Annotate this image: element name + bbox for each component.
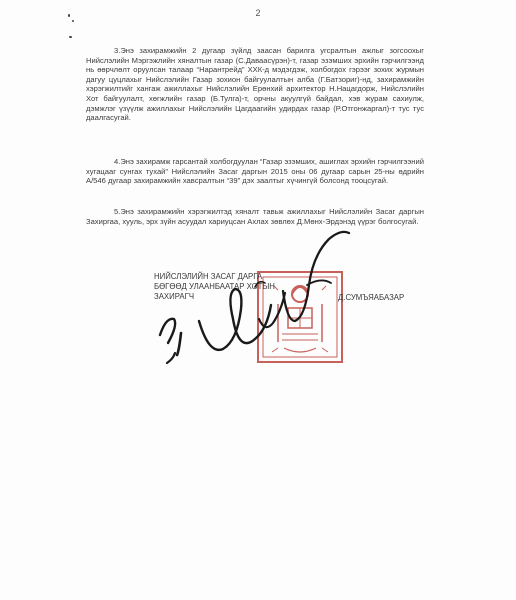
- paragraph-3: 3.Энэ захирамжийн 2 дугаар зүйлд заасан барилга угсралтын ажлыг зогсоохыг Нийслэлийн Мэргэжлийн хяналтын газар (С.Даваасүрэн)-т, газар эзэмших эрхийн гэрчилгээнд нь өөрчлөлт оруулсан талаар “Нарантрейд” ХХК-д мэдэгдэж, холбогдох гэрээг зохих журмын дагуу цуцлахыг Нийслэлийн Газар зохион байгуулалтын алба (Г.Батзориг)-нд, захирамжийн хэрэгжилтийг хангаж ажиллахыг Нийслэлийн Ерөнхий архитектор Н.Нацагдорж, Нийслэлийн Хот байгуулалт, хөгжлийн газар (Б.Тулга)-т, орчны акуулгүй байдал, хэв журам сахиулж, дэмжлэг үзүүлж ажиллахыг Нийслэлийн Цагдаагийн удирдах газар (Р.Отгонжаргал)-т тус тус даалгасугай.: [86, 46, 424, 123]
- handwritten-signature: [155, 223, 370, 373]
- scan-marks: [68, 14, 80, 42]
- signature-title-line-1: НИЙСЛЭЛИЙН ЗАСАГ ДАРГА: [154, 272, 263, 281]
- paragraph-4: 4.Энэ захирамж гарсантай холбогдуулан “Газар эзэмших, ашиглах эрхийн гэрчилгээний хугацааг сунгах тухай” Нийслэлийн Засаг даргын 2015 оны 06 дугаар сарын 25-ны өдрийн А/546 дугаар захирамжийн хавсралтын “39” дэх заалтыг хүчингүй болсонд тооцсугай.: [86, 157, 424, 186]
- paragraph-5: 5.Энэ захирамжийн хэрэгжилтэд хяналт тавьж ажиллахыг Нийслэлийн Засаг даргын Захиргаа, хууль, эрх зүйн асуудал хариуцсан Ахлах зөвлөх Д.Мөнх-Эрдэнэд үүрэг болгосугай.: [86, 207, 424, 226]
- signer-name: Д.СУМЪЯАБАЗАР: [338, 293, 405, 302]
- signature-title-line-3: ЗАХИРАГЧ: [154, 292, 195, 301]
- signature-title-line-2: БӨГӨӨД УЛААНБААТАР ХОТЫН: [154, 282, 275, 291]
- page-number: 2: [255, 8, 261, 18]
